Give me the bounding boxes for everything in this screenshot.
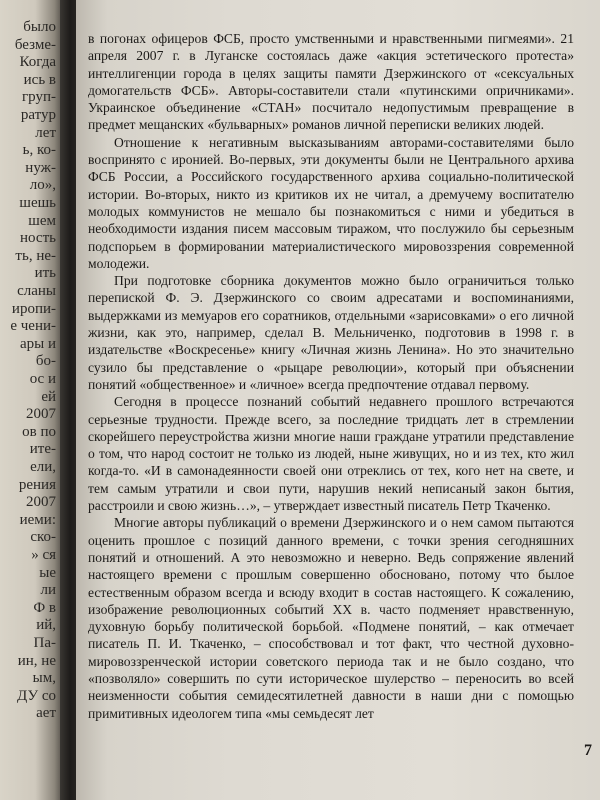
left-page-line: ей [41,388,56,405]
left-page-line: шешь [19,195,56,211]
left-page-line: безме- [14,36,56,53]
paragraph-1: в погонах офицеров ФСБ, просто умственными и нравственными пигмеями». 21 апреля 2007 г. в Луганске состоялась даже «акция эстетического протеста» интеллигенции города в целях защиты памяти Дзержинского от «сексуальных домогательств ФСБ». Авторы-составители стали «путинскими опричниками». Украинское объединение «СТАН» посчитало недопустимым превращение в предмет мещанских «бульварных» романов личной переписки великих людей. [88,31,574,133]
paragraph-3: При подготовке сборника документов можно было ограничиться только перепиской Ф. Э. Дзержинского со своим адресатами и воспоминаниями, выдержками из мемуаров его соратников, отдельными «зарисовками» о его личной жизни, как это, например, сделал В. Мельниченко, подготовив в 1998 г. в издательстве «Воскресенье» книгу «Личная жизнь Ленина». Но это значительно сузило бы представление о «рыцаре революции», который при объяснении понятий «общественное» и «личное» всегда предпочтение отдавал первому. [88,273,574,392]
left-page-line: ает [36,705,56,722]
left-page-line: ов по [22,423,56,440]
left-page-line: лет [35,124,56,141]
left-page-line: е чени- [10,318,56,335]
left-page-line: Ф в [33,599,56,616]
paragraph-4: Сегодня в процессе познаний событий недавнего прошлого встречаются серьезные трудности. Прежде всего, за последние тридцать лет в стремлении скорейшего переустройства жизни многие наши граждане утратили представление о том, что народ состоит не только из людей, ныне живущих, но и из тех, кто жил когда-то. «И в самонадеянности своей они отреклись от тех, кого нет на свете, и тем самым утратили и свои пути, нарушив некий неписаный закон бытия, расстроили и свою жизнь…», – утверждает известный писатель Петр Ткаченко. [88,394,574,514]
left-page-line: сланы [17,283,56,299]
left-page-line: ность [20,230,56,247]
left-page-line: ско- [30,529,56,546]
left-page-line: ить [34,265,56,282]
left-page-line: ий, [36,617,56,634]
left-page-line: рения [18,476,56,493]
left-page-line: груп- [22,89,56,106]
left-page-line: 2007 [26,494,56,511]
left-page-line: ин, не [17,652,56,669]
book-page [76,0,600,800]
left-page-line: » ся [31,547,56,563]
left-page-line: ь, ко- [22,142,56,159]
left-page-line: Па- [33,635,56,651]
left-page-line: иеми: [19,511,56,528]
left-page-line: иропи- [11,300,56,317]
left-page-line: ос и [29,371,56,387]
page-number: 7 [584,742,592,759]
left-page-line: 2007 [26,406,56,423]
left-page-line: ары и [19,335,56,352]
left-page-line: нуж- [25,159,56,176]
left-page-line: ть, не- [15,247,56,264]
paragraph-5: Многие авторы публикаций о времени Дзержинского и о нем самом пытаются оценить прошлое с позиций данного времени, с точки зрения сегодняшних понятий и отношений. А это невозможно и неверно. Ведь сопряжение явлений настоящего времени с прошлым совершенно обосновано, потому что былое естественным образом всегда и всюду входит в состав настоящего. К сожалению, изображение революционных событий ХХ в. часто подменяет нравственную, духовную борьбу политической борьбой. «Подмене понятий, – как отмечает писатель П. И. Ткаченко, – способствовал и тот факт, что честной духовно-мировоззренческой истории советского периода так и не было создано, что «позволяло» совершить по сути историческое шулерство – переносить во всей неизменности события семидесятилетней давности в наши дни с помощью примитивных идеологем типа «мы семьдесят лет [88,515,574,721]
left-page-line: ДУ со [17,687,56,704]
left-page-line: шем [28,212,56,229]
left-page-line: ли [40,582,56,599]
left-page-line: ись в [23,71,56,88]
left-page-line: Когда [19,54,56,71]
left-page-line: ло», [29,177,56,194]
left-facing-page [0,0,64,800]
paragraph-2: Отношение к негативным высказываниям авторами-составителями было воспринято с иронией. Во-первых, эти документы были не Центрального архива ФСБ России, а Российского государственного архива социально-политической истории. Во-вторых, никто из критиков их не читал, а дремучему воспитателю молодых коммунистов не мешало бы познакомиться с ними и убедиться в необходимости издания писем массовым тиражом, что послужило бы серьезным подспорьем в формировании материалистического мировоззрения современной молодежи. [88,134,574,271]
left-page-line: ели, [30,459,56,475]
left-page-line: было [23,19,56,35]
left-page-line: ые [39,564,56,581]
left-page-line: ратур [20,107,56,123]
page-text [88,30,574,722]
left-page-line: бо- [35,353,56,370]
left-page-line: ым, [32,670,56,687]
left-page-line: ите- [29,441,56,458]
